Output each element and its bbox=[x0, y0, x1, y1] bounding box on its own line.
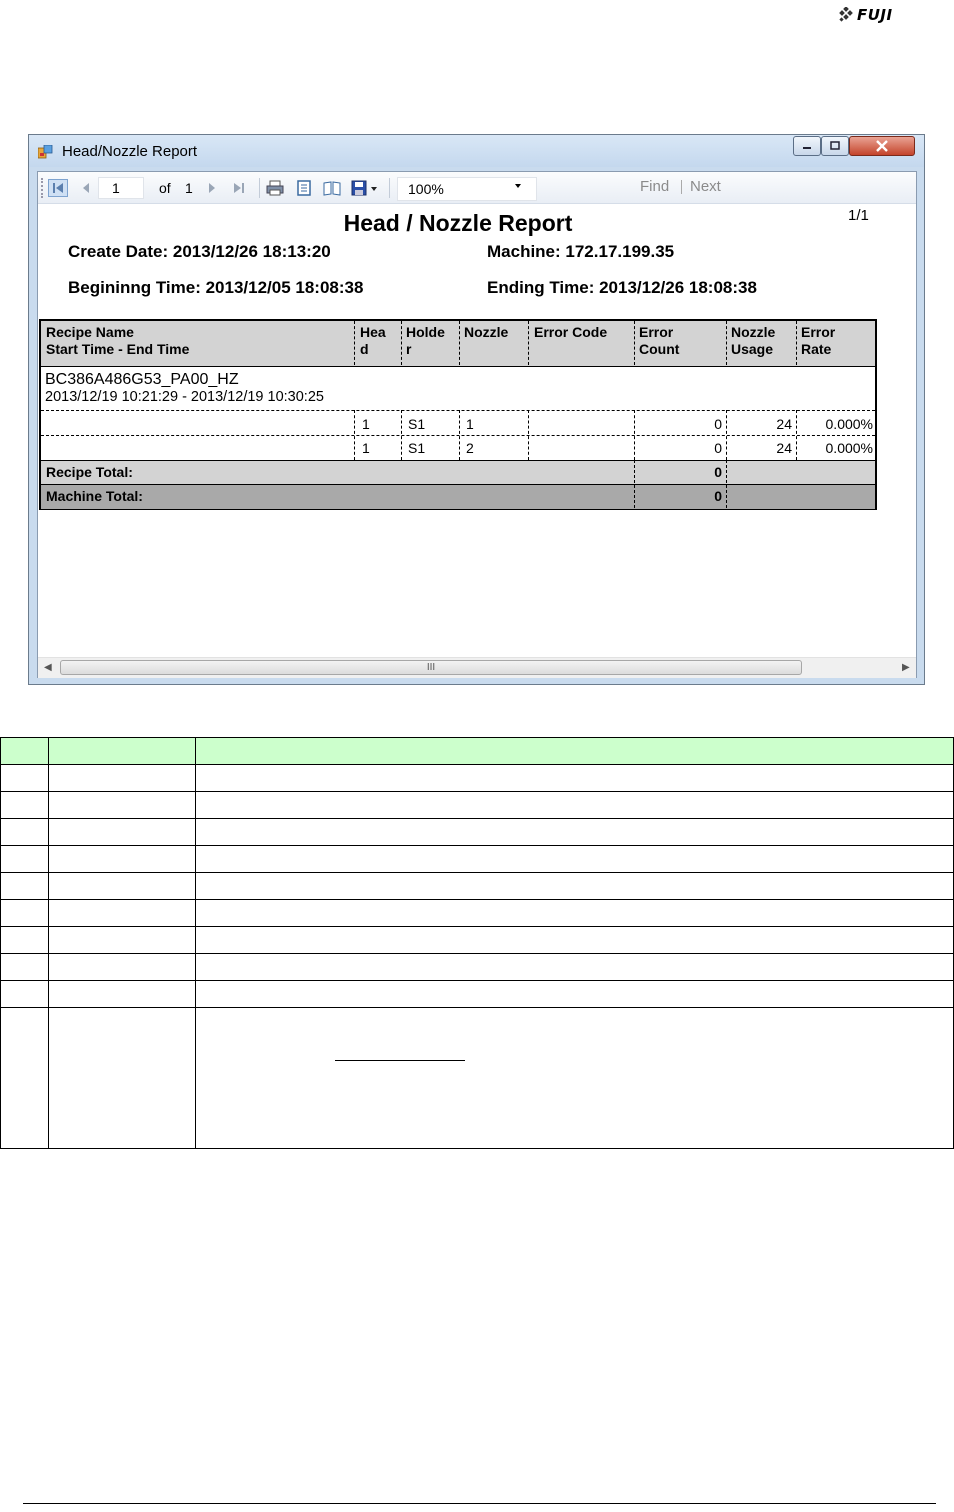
cell-usage: 24 bbox=[776, 416, 792, 432]
maximize-button[interactable] bbox=[821, 136, 849, 156]
cell-error-rate: 0.000% bbox=[825, 416, 873, 432]
toolbar-separator bbox=[389, 178, 390, 198]
create-date: Create Date: 2013/12/26 18:13:20 bbox=[68, 242, 331, 261]
chevron-down-icon[interactable] bbox=[515, 184, 521, 188]
table-row bbox=[1, 981, 954, 1008]
print-button[interactable] bbox=[265, 179, 285, 197]
cell-head: 1 bbox=[362, 440, 370, 456]
last-page-icon bbox=[233, 182, 245, 194]
cell-error-rate: 0.000% bbox=[825, 440, 873, 456]
first-page-button[interactable] bbox=[48, 179, 68, 197]
zoom-select[interactable]: 100% bbox=[397, 177, 537, 201]
recipe-total-value: 0 bbox=[714, 464, 722, 480]
table-row bbox=[1, 873, 954, 900]
recipe-name: BC386A486G53_PA00_HZ bbox=[45, 371, 239, 388]
table-row bbox=[1, 819, 954, 846]
scroll-thumb[interactable]: III bbox=[60, 660, 802, 675]
underline-mark bbox=[335, 1060, 465, 1061]
window-title: Head/Nozzle Report bbox=[62, 143, 198, 160]
cell-usage: 24 bbox=[776, 440, 792, 456]
first-page-icon bbox=[52, 182, 64, 194]
table-row bbox=[1, 846, 954, 873]
page-indicator: 1/1 bbox=[848, 207, 869, 224]
scroll-left-icon[interactable]: ◀ bbox=[44, 662, 52, 673]
fuji-logo bbox=[838, 6, 930, 24]
page-layout-icon bbox=[296, 180, 312, 196]
recipe-time-range: 2013/12/19 10:21:29 - 2013/12/19 10:30:25 bbox=[45, 389, 324, 405]
table-row bbox=[1, 1008, 954, 1149]
last-page-button[interactable] bbox=[230, 179, 248, 197]
cell-nozzle: 2 bbox=[466, 440, 474, 456]
maximize-icon bbox=[829, 141, 841, 151]
horizontal-scrollbar[interactable] bbox=[38, 657, 916, 678]
table-row bbox=[1, 927, 954, 954]
machine-address: Machine: 172.17.199.35 bbox=[487, 242, 675, 261]
report-window bbox=[28, 134, 925, 685]
minimize-icon bbox=[801, 141, 813, 151]
cell-error-count: 0 bbox=[714, 440, 722, 456]
cell-holder: S1 bbox=[408, 440, 426, 456]
printer-icon bbox=[266, 180, 284, 196]
find-next-link[interactable]: Next bbox=[690, 178, 721, 195]
export-button[interactable] bbox=[350, 179, 380, 197]
col-holder-line2: r bbox=[406, 341, 412, 357]
diamond-logo-icon bbox=[838, 7, 854, 23]
previous-page-icon bbox=[81, 182, 91, 194]
next-page-button[interactable] bbox=[204, 179, 220, 197]
col-nozzle-usage-line1: Nozzle bbox=[731, 324, 776, 340]
machine-total-value: 0 bbox=[714, 488, 722, 504]
toolbar-grip[interactable] bbox=[41, 178, 46, 198]
ending-time: Ending Time: 2013/12/26 18:08:38 bbox=[487, 278, 757, 297]
beginning-time: Begininng Time: 2013/12/05 18:08:38 bbox=[68, 278, 364, 297]
cell-error-count: 0 bbox=[714, 416, 722, 432]
close-button[interactable] bbox=[849, 136, 915, 156]
cell-head: 1 bbox=[362, 416, 370, 432]
col-error-rate-line2: Rate bbox=[801, 341, 832, 357]
report-viewer bbox=[37, 171, 917, 678]
total-pages: 1 bbox=[185, 180, 193, 196]
recipe-total-label: Recipe Total: bbox=[46, 464, 133, 480]
logo-text: FUJI bbox=[857, 6, 893, 24]
col-start-end: Start Time - End Time bbox=[46, 341, 190, 357]
of-label: of bbox=[159, 180, 171, 196]
col-head-line1: Hea bbox=[360, 324, 386, 340]
title-bar[interactable] bbox=[29, 135, 924, 167]
previous-page-button[interactable] bbox=[78, 179, 94, 197]
save-icon bbox=[351, 180, 379, 196]
next-page-icon bbox=[207, 182, 217, 194]
col-error-code: Error Code bbox=[534, 324, 608, 340]
col-holder-line1: Holde bbox=[406, 324, 445, 340]
print-layout-button[interactable] bbox=[294, 179, 314, 197]
col-nozzle: Nozzle bbox=[464, 324, 509, 340]
col-head-line2: d bbox=[360, 341, 369, 357]
col-error-count-line1: Error bbox=[639, 324, 674, 340]
book-icon bbox=[323, 180, 341, 196]
page-setup-button[interactable] bbox=[322, 179, 342, 197]
find-link[interactable]: Find bbox=[640, 178, 670, 195]
recipe-total-row bbox=[41, 460, 875, 485]
col-error-count-line2: Count bbox=[639, 341, 680, 357]
app-icon bbox=[38, 145, 53, 159]
find-separator bbox=[681, 180, 682, 194]
machine-total-row bbox=[41, 484, 875, 509]
report-title: Head / Nozzle Report bbox=[343, 210, 573, 236]
scroll-right-icon[interactable]: ▶ bbox=[902, 662, 910, 673]
col-nozzle-usage-line2: Usage bbox=[731, 341, 774, 357]
cell-holder: S1 bbox=[408, 416, 426, 432]
table-row bbox=[1, 792, 954, 819]
col-error-rate-line1: Error bbox=[801, 324, 836, 340]
cell-nozzle: 1 bbox=[466, 416, 474, 432]
table-row bbox=[1, 765, 954, 792]
description-table bbox=[0, 737, 954, 1149]
footer-rule bbox=[23, 1503, 936, 1504]
report-table bbox=[39, 319, 877, 510]
current-page-input[interactable]: 1 bbox=[98, 177, 144, 199]
machine-total-label: Machine Total: bbox=[46, 488, 143, 504]
close-icon bbox=[875, 140, 889, 152]
minimize-button[interactable] bbox=[793, 136, 821, 156]
report-toolbar bbox=[38, 172, 916, 204]
table-row bbox=[1, 954, 954, 981]
col-recipe-name: Recipe Name bbox=[46, 324, 134, 340]
table-header-row bbox=[1, 738, 954, 765]
table-row bbox=[1, 900, 954, 927]
toolbar-separator bbox=[259, 178, 260, 198]
